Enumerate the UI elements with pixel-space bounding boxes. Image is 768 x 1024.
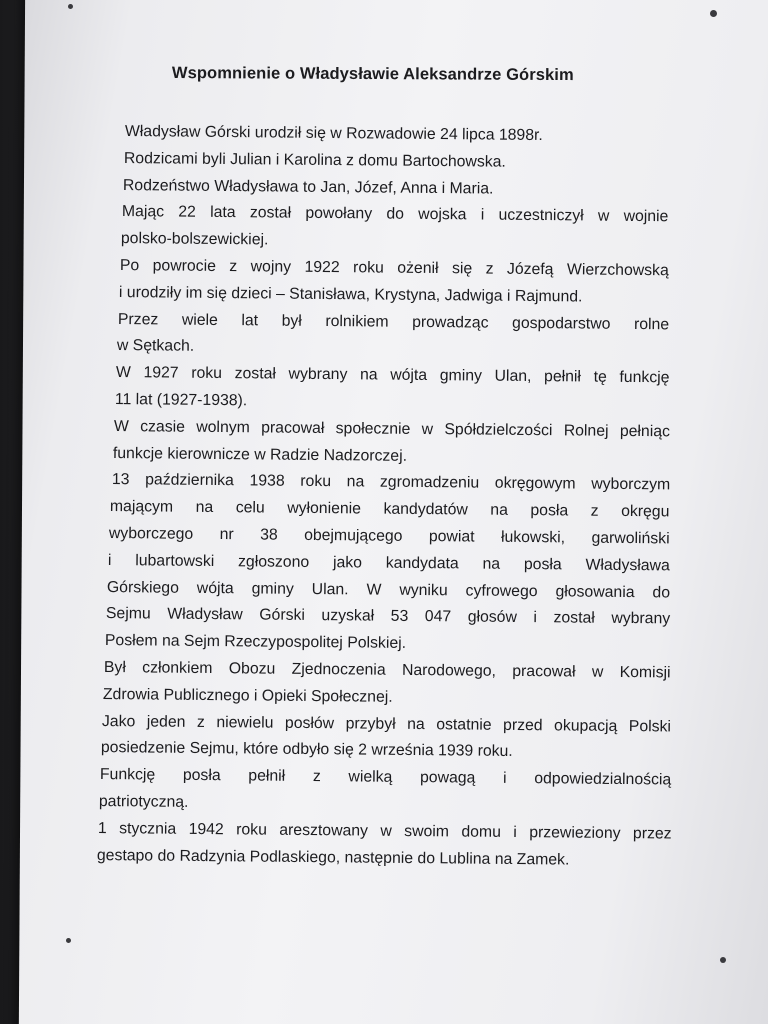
text-line: Jako jeden z niewielu posłów przybył na ostatnie przed okupacją Polski (102, 712, 672, 736)
text-line: Rodzeństwo Władysława to Jan, Józef, Anna i Maria. (122, 176, 494, 198)
text-line: polsko-bolszewickiej. (120, 230, 269, 249)
text-line: W czasie wolnym pracował społecznie w Spółdzielczości Rolnej pełniąc (113, 417, 670, 441)
text-line: mającym na celu wyłonienie kandydatów na posła z okręgu (110, 498, 670, 521)
text-line: Posłem na Sejm Rzeczypospolitej Polskiej. (105, 632, 407, 653)
text-line: Sejmu Władysław Górski uzyskał 53 047 głosów i został wybrany (106, 605, 671, 628)
text-line: Zdrowia Publicznego i Opieki Społecznej. (103, 685, 393, 706)
text-line: 13 października 1938 roku na zgromadzeniu okręgowym wyborczym (111, 471, 670, 494)
text-line: patriotyczną. (98, 793, 189, 811)
text-line: wyborczego nr 38 obejmującego powiat łukowski, garwoliński (109, 525, 671, 548)
document-title: Wspomnienie o Władysławie Aleksandrze Górskim (171, 64, 574, 85)
text-line: i urodziły im się dzieci – Stanisława, Krystyna, Jadwiga i Rajmund. (118, 283, 583, 306)
text-line: 1 stycznia 1942 roku aresztowany w swoim domu i przewieziony przez (97, 819, 672, 843)
text-line: Był członkiem Obozu Zjednoczenia Narodowego, pracował w Komisji (104, 659, 671, 682)
text-line: i lubartowski zgłoszono jako kandydata na posła Władysława (108, 551, 671, 575)
text-line: w Sętkach. (116, 337, 194, 356)
text-line: Rodzicami byli Julian i Karolina z domu Bartochowska. (123, 149, 506, 171)
text-line: Górskiego wójta gminy Ulan. W wyniku cyfrowego głosowania do (107, 578, 671, 601)
text-line: gestapo do Radzynia Podlaskiego, następnie do Lublina na Zamek. (96, 846, 570, 869)
text-line: Mając 22 lata został powołany do wojska i uczestniczył w wojnie (121, 203, 669, 226)
text-line: posiedzenie Sejmu, które odbyło się 2 września 1939 roku. (100, 739, 513, 761)
text-line: Władysław Górski urodził się w Rozwadowie 24 lipca 1898r. (124, 123, 543, 145)
text-line: Po powrocie z wojny 1922 roku ożenił się z Józefą Wierzchowską (119, 257, 669, 280)
text-line: funkcje kierownicze w Radzie Nadzorczej. (112, 444, 407, 465)
text-line: Przez wiele lat był rolnikiem prowadząc gospodarstwo rolne (117, 310, 669, 333)
text-line: 11 lat (1927-1938). (114, 391, 247, 410)
text-line: W 1927 roku został wybrany na wójta gminy Ulan, pełnił tę funkcję (115, 364, 670, 387)
text-line: Funkcję posła pełnił z wielką powagą i odpowiedzialnością (99, 766, 672, 789)
